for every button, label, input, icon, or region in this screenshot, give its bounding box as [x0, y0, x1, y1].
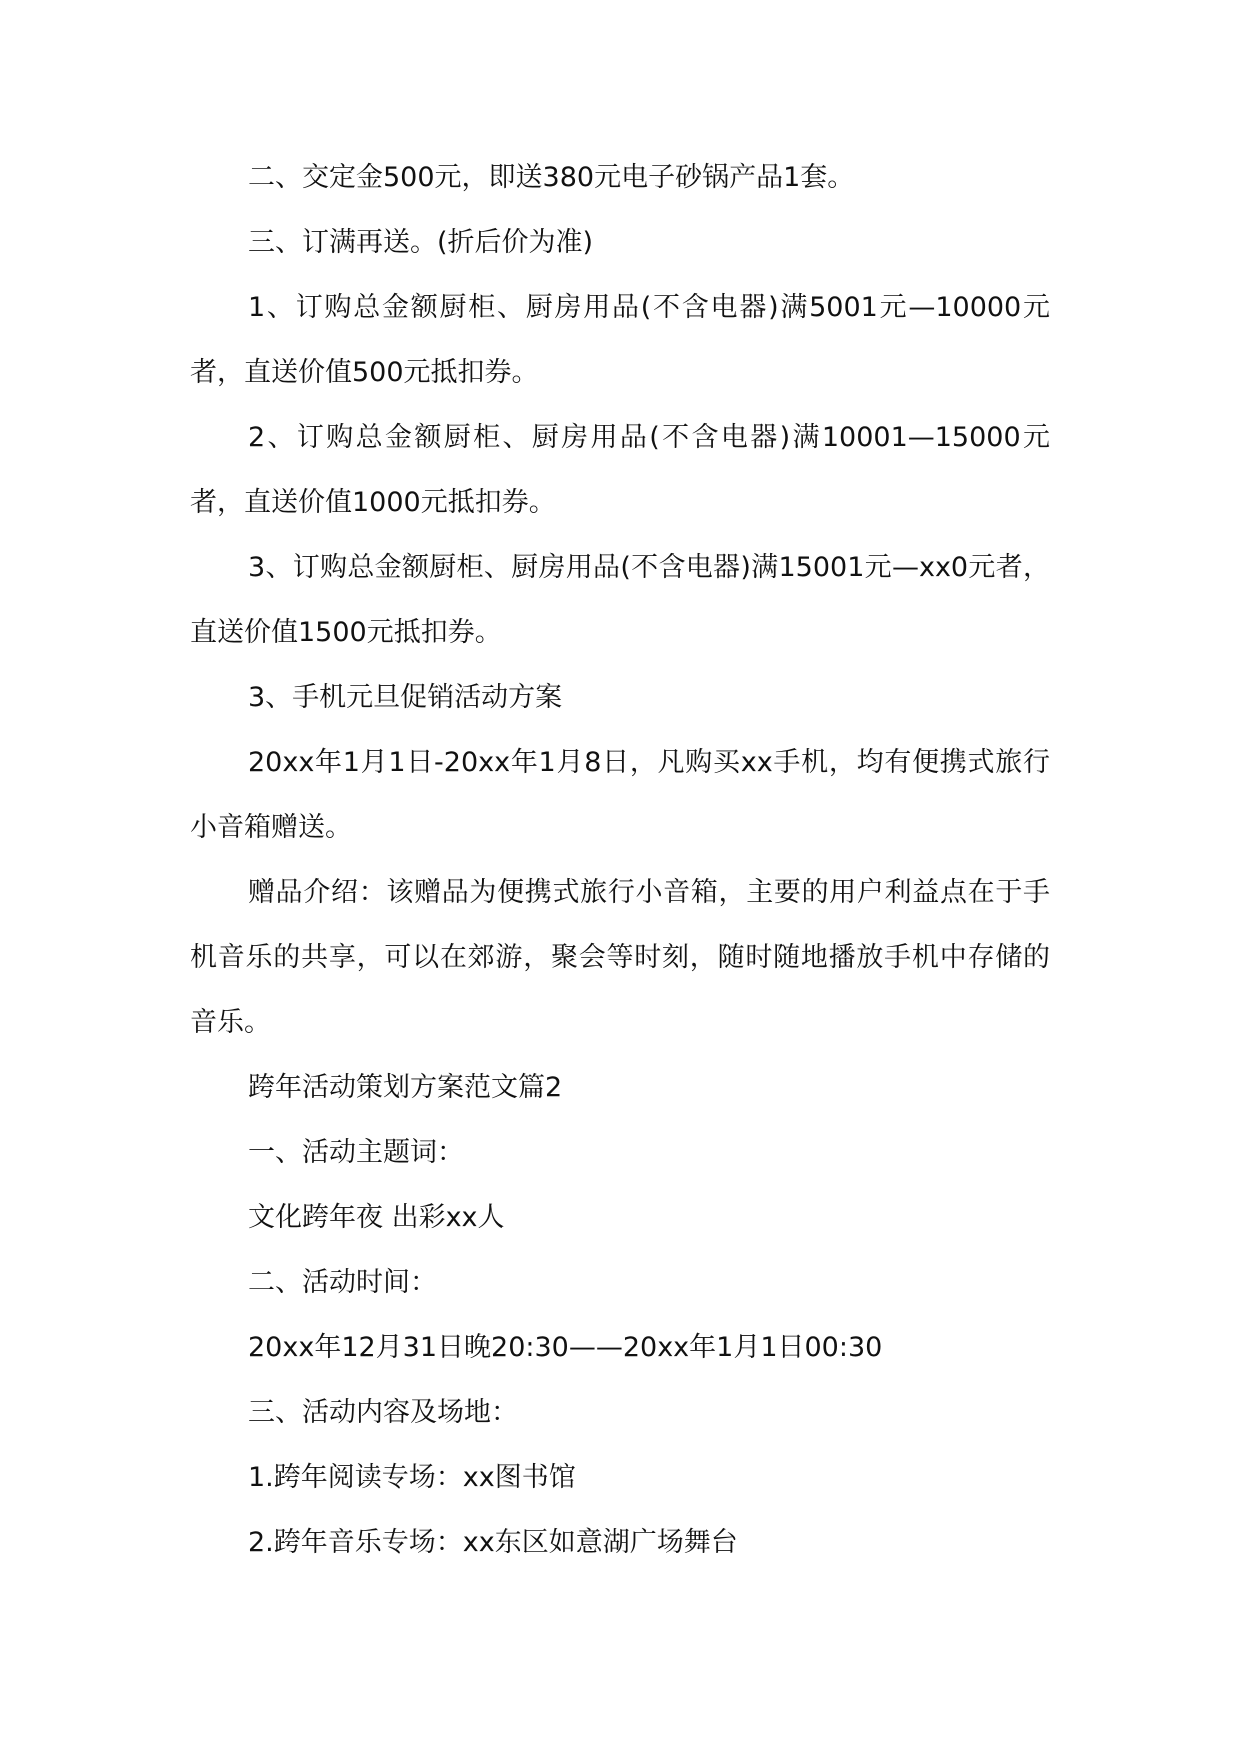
paragraph-deposit-gift: 二、交定金500元，即送380元电子砂锅产品1套。	[248, 162, 855, 193]
list-item-reading-venue: 1.跨年阅读专场：xx图书馆	[248, 1462, 576, 1493]
paragraph-bonus-tier-3: 3、订购总金额厨柜、厨房用品(不含电器)满15001元—xx0元者，直送价值1500元抵扣券。	[190, 552, 1050, 648]
paragraph-gift-introduction: 赠品介绍：该赠品为便携式旅行小音箱，主要的用户利益点在于手机音乐的共享，可以在郊游，聚会等时刻，随时随地播放手机中存储的音乐。	[190, 877, 1050, 1038]
paragraph-bonus-tier-1: 1、订购总金额厨柜、厨房用品(不含电器)满5001元—10000元者，直送价值500元抵扣券。	[190, 292, 1050, 388]
section-heading-time: 二、活动时间：	[248, 1267, 437, 1298]
paragraph-order-bonus-heading: 三、订满再送。(折后价为准)	[248, 227, 594, 258]
document-body	[190, 145, 1050, 1575]
paragraph-theme-text: 文化跨年夜 出彩xx人	[248, 1202, 505, 1233]
section-heading-content-venues: 三、活动内容及场地：	[248, 1397, 518, 1428]
section-heading-theme: 一、活动主题词：	[248, 1137, 464, 1168]
list-item-music-venue: 2.跨年音乐专场：xx东区如意湖广场舞台	[248, 1527, 738, 1558]
article-heading-new-year-plan-2: 跨年活动策划方案范文篇2	[248, 1072, 563, 1103]
paragraph-event-time: 20xx年12月31日晚20:30——20xx年1月1日00:30	[248, 1332, 883, 1363]
section-heading-phone-promotion: 3、手机元旦促销活动方案	[248, 682, 563, 713]
paragraph-phone-promotion-dates: 20xx年1月1日-20xx年1月8日，凡购买xx手机，均有便携式旅行小音箱赠送。	[190, 747, 1050, 843]
paragraph-bonus-tier-2: 2、订购总金额厨柜、厨房用品(不含电器)满10001—15000元者，直送价值1000元抵扣券。	[190, 422, 1050, 518]
